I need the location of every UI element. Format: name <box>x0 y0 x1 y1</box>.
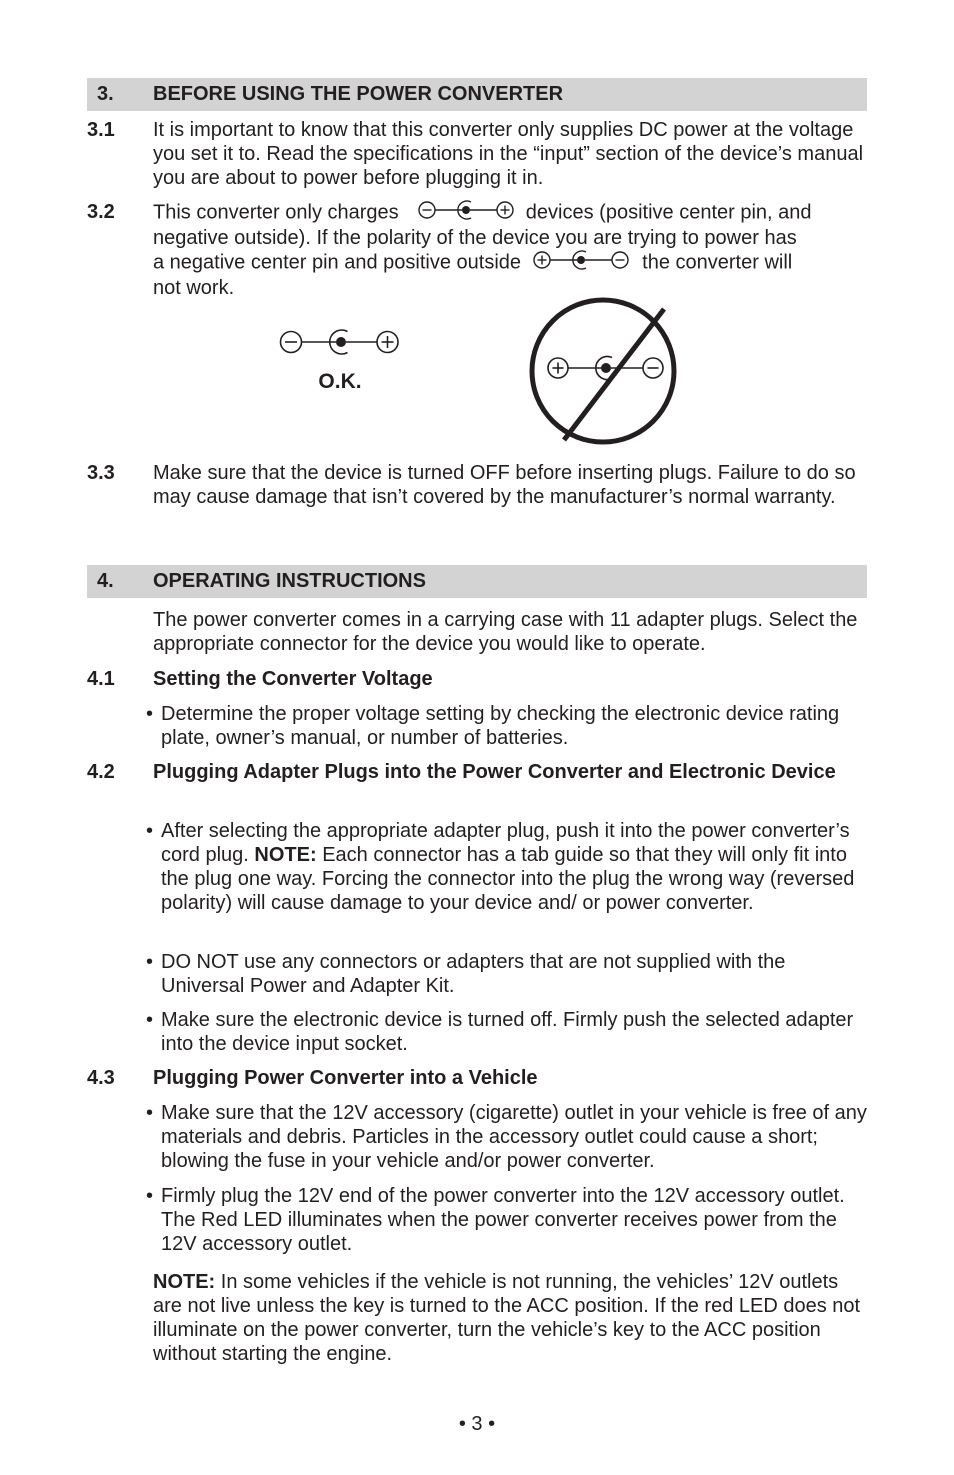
vehicle-note <box>153 1270 867 1366</box>
item-3-2 <box>87 200 867 299</box>
item-3-1 <box>87 118 867 190</box>
bullet-dot: • <box>146 1009 154 1031</box>
page-number: • 3 • <box>458 1413 496 1435</box>
subsection-4-1-number: 4.1 <box>87 668 115 690</box>
section-4-number: 4. <box>97 570 114 592</box>
bullet-4-2-1-note-label: NOTE: <box>254 844 317 866</box>
item-3-2-line1b: devices (positive center pin, and <box>525 201 812 224</box>
polarity-center-negative-icon <box>533 250 629 276</box>
bullet-4-2-1-part-a: After selecting the appropriate adapter plug, push it into the power converter’s cord plug. <box>161 820 850 866</box>
bullet-4-3-2-text: Firmly plug the 12V end of the power converter into the 12V accessory outlet. The Red LED illuminates when the power converter receives power from the 12V accessory outlet. <box>161 1185 845 1255</box>
section-3-header <box>87 78 867 111</box>
bullet-dot: • <box>146 1102 154 1124</box>
subsection-4-3-number: 4.3 <box>87 1067 115 1089</box>
polarity-center-positive-icon <box>418 200 514 226</box>
bullet-4-1-1-text: Determine the proper voltage setting by checking the electronic device rating plate, owner’s manual, or number of batteries. <box>161 703 840 749</box>
section-4-intro: The power converter comes in a carrying case with 11 adapter plugs. Select the appropriate connector for the device you would like to operate. <box>153 609 858 655</box>
section-3-number: 3. <box>97 83 114 105</box>
bullet-4-2-2-text: DO NOT use any connectors or adapters that are not supplied with the Universal Power and Adapter Kit. <box>161 951 786 997</box>
bullet-dot: • <box>146 703 154 725</box>
item-3-2-line4: not work. <box>153 277 235 299</box>
bullet-dot: • <box>146 951 154 973</box>
bullet-4-2-1-text <box>161 819 867 915</box>
subsection-4-2-title: Plugging Adapter Plugs into the Power Converter and Electronic Device <box>153 761 836 783</box>
bullet-dot: • <box>146 820 154 842</box>
item-3-1-text: It is important to know that this converter only supplies DC power at the voltage you set it to. Read the specifications in the “input” section of the device’s manual you are about to power before plugging it in. <box>153 119 864 189</box>
item-3-2-number: 3.2 <box>87 201 115 223</box>
polarity-ok-icon <box>278 328 402 356</box>
bullet-4-2-1-part-b: Each connector has a tab guide so that they will only fit into the plug one way. Forcing the connector into the plug the wrong way (reversed polarity) will cause damage to your device and/ or power converter. <box>161 844 855 914</box>
subsection-4-1-title: Setting the Converter Voltage <box>153 668 433 690</box>
polarity-center-negative-diagram-icon <box>548 357 663 380</box>
item-3-2-line2: negative outside). If the polarity of the device you are trying to power has <box>153 227 797 249</box>
item-3-2-line3a: a negative center pin and positive outside <box>153 251 522 274</box>
item-3-1-number: 3.1 <box>87 119 115 141</box>
polarity-ok-diagram <box>278 328 402 398</box>
item-3-3 <box>87 461 867 533</box>
section-4-title: OPERATING INSTRUCTIONS <box>153 570 426 592</box>
item-3-2-line1a: This converter only charges <box>153 201 399 224</box>
item-3-2-line3b: the converter will <box>642 251 793 274</box>
section-3-title: BEFORE USING THE POWER CONVERTER <box>153 83 564 105</box>
subsection-4-3-title: Plugging Power Converter into a Vehicle <box>153 1067 538 1089</box>
item-3-2-text <box>153 200 867 300</box>
item-3-3-number: 3.3 <box>87 462 115 484</box>
prohibited-icon <box>528 296 678 446</box>
item-3-3-text: Make sure that the device is turned OFF before inserting plugs. Failure to do so may cause damage that isn’t covered by the manufacturer’s normal warranty. <box>153 462 856 508</box>
bullet-4-3-1-text: Make sure that the 12V accessory (cigarette) outlet in your vehicle is free of any materials and debris. Particles in the accessory outlet could cause a short; blowing the fuse in your vehicle and/or power converter. <box>161 1102 867 1172</box>
section-4-header <box>87 565 867 598</box>
subsection-4-2-number: 4.2 <box>87 761 115 783</box>
vehicle-note-text: In some vehicles if the vehicle is not running, the vehicles’ 12V outlets are not live unless the key is turned to the ACC position. If the red LED does not illuminate on the power converter, turn the vehicle’s key to the ACC position without starting the engine. <box>153 1271 861 1365</box>
bullet-4-2-3-text: Make sure the electronic device is turned off. Firmly push the selected adapter into the device input socket. <box>161 1009 854 1055</box>
polarity-prohibited-diagram <box>528 296 678 446</box>
bullet-dot: • <box>146 1185 154 1207</box>
ok-label: O.K. <box>318 370 362 393</box>
vehicle-note-label: NOTE: <box>153 1271 216 1293</box>
